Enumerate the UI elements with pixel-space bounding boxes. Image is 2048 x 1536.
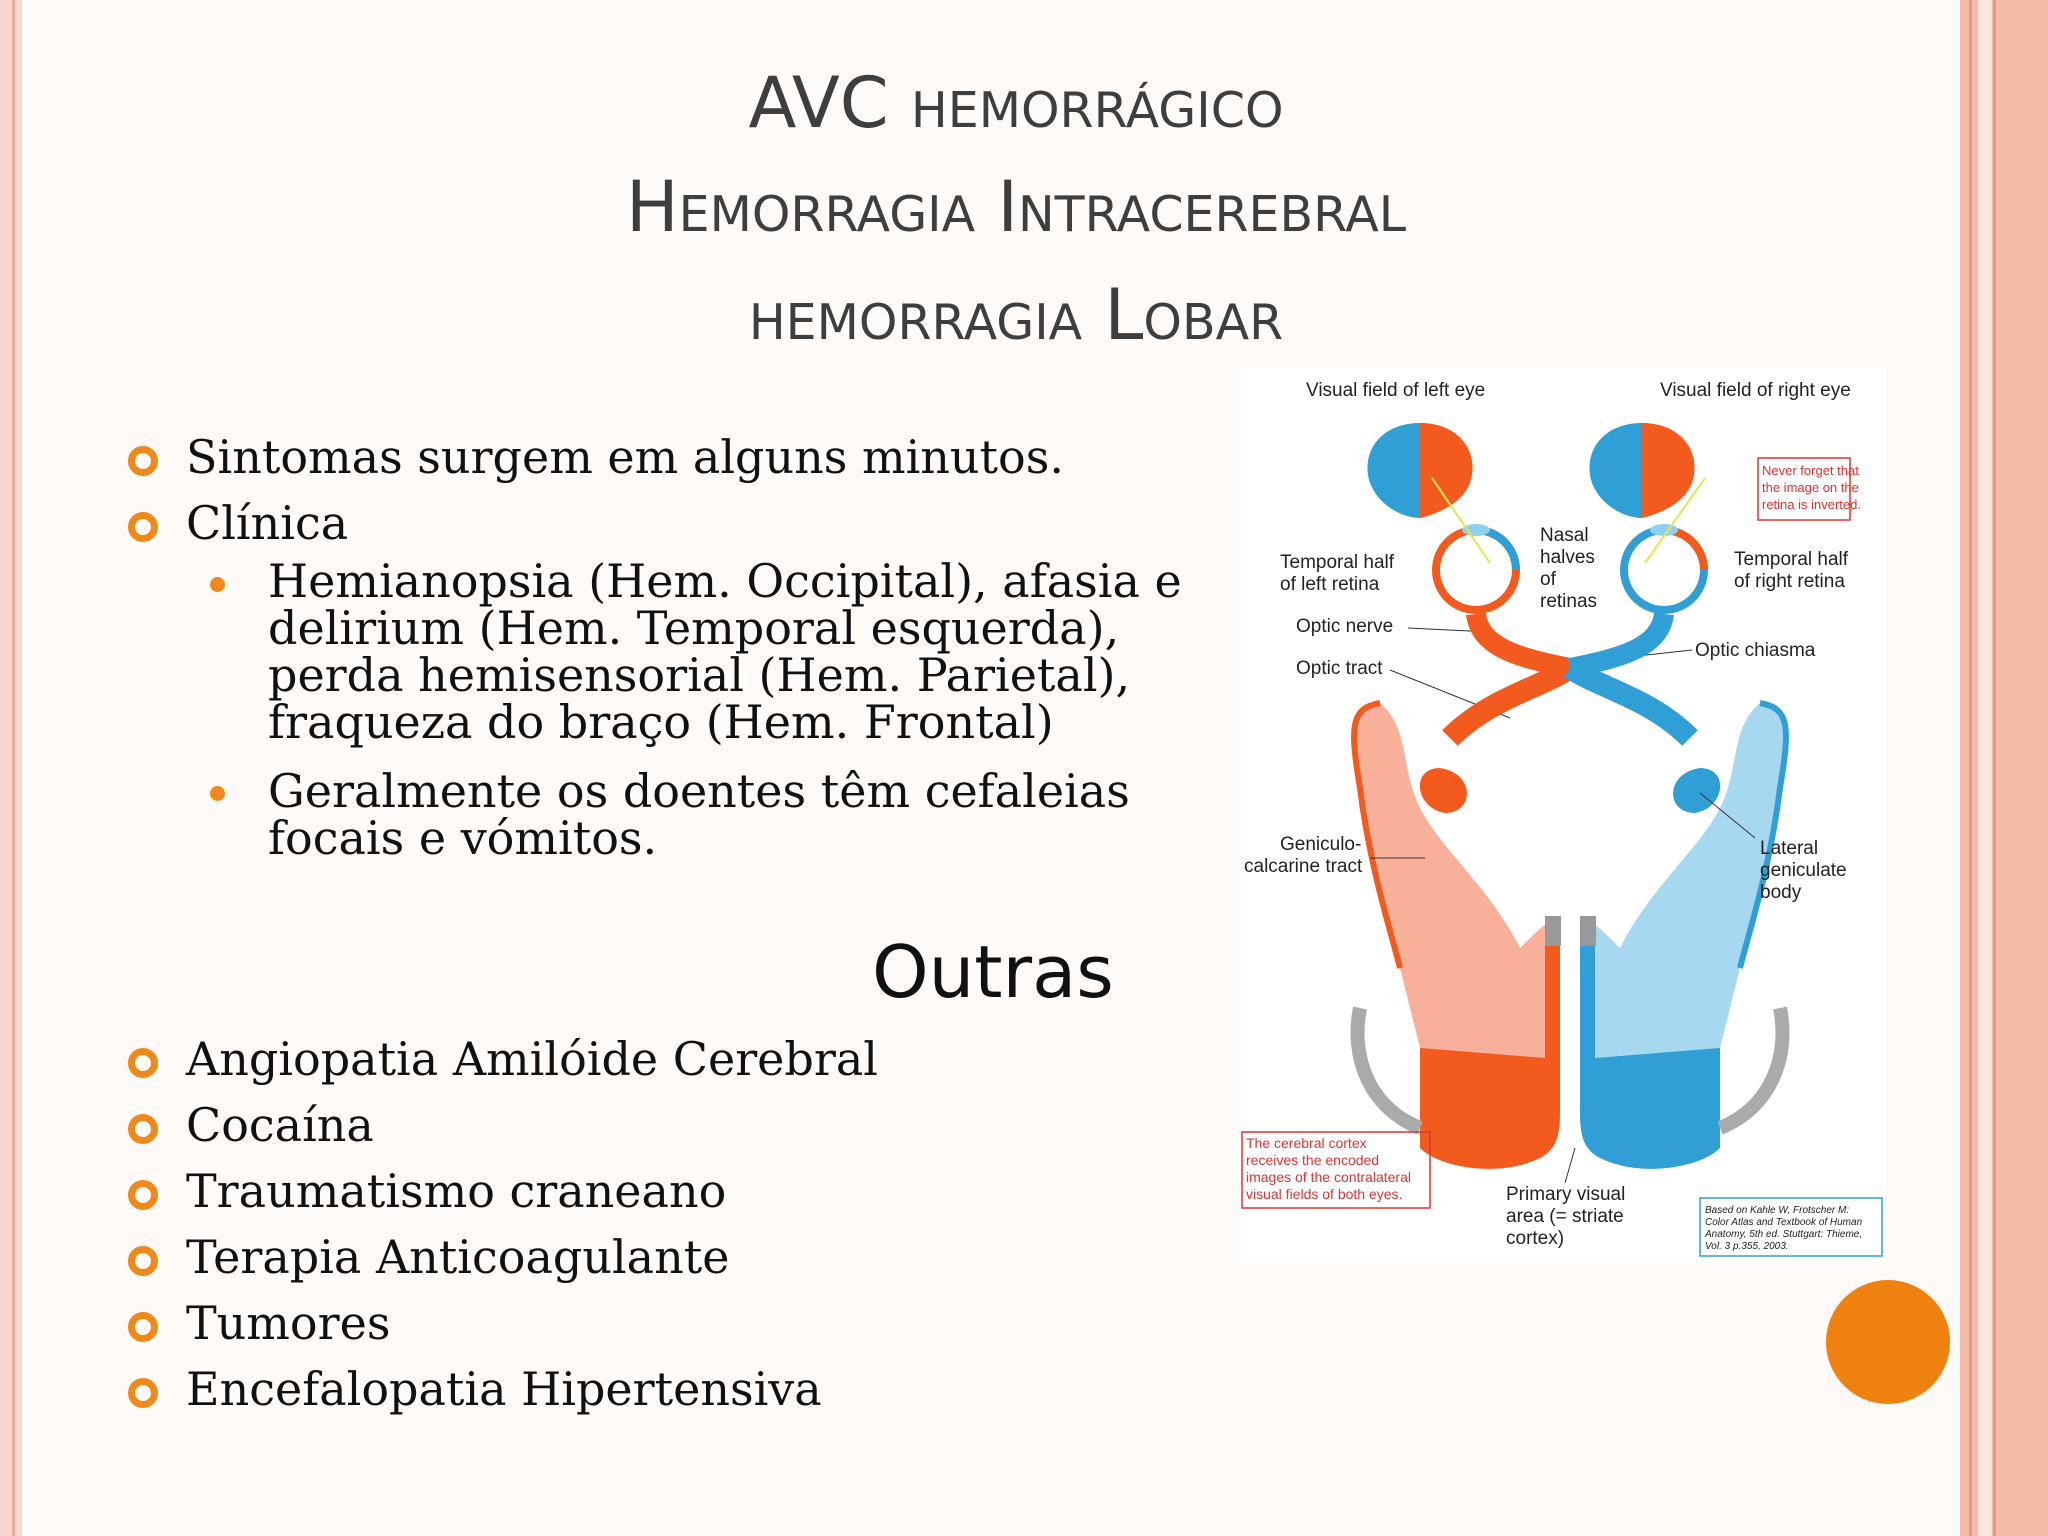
list-item: Terapia Anticoagulante	[186, 1230, 730, 1284]
note-line: The cerebral cortex	[1246, 1135, 1367, 1151]
title-line-2: Hemorragia Intracerebral	[625, 166, 1407, 248]
label-visual-field-left: Visual field of left eye	[1306, 380, 1486, 401]
text-line: focais e vómitos.	[268, 811, 658, 865]
text-line: perda hemisensorial (Hem. Parietal),	[268, 648, 1131, 702]
left-eye	[1432, 524, 1520, 614]
note-line: receives the encoded	[1246, 1152, 1380, 1168]
title-line-3: hemorragia Lobar	[748, 274, 1284, 356]
right-geniculo-tract	[1580, 703, 1786, 1058]
label-temporal-right: Temporal half	[1734, 549, 1849, 570]
sub-bullet-text	[268, 554, 1182, 749]
list-item: Encefalopatia Hipertensiva	[186, 1362, 822, 1416]
right-lgb	[1673, 768, 1720, 813]
label-nasal: retinas	[1540, 591, 1598, 612]
label-temporal-left: of left retina	[1280, 574, 1380, 595]
citation-line: Color Atlas and Textbook of Human	[1705, 1217, 1863, 1228]
left-optic-nerve	[1476, 614, 1570, 668]
citation-line: Anatomy, 5th ed. Stuttgart: Thieme,	[1705, 1229, 1863, 1240]
sub-bullet-text	[268, 764, 1130, 865]
list-item: Angiopatia Amilóide Cerebral	[186, 1032, 878, 1086]
note-line: Never forget that	[1762, 463, 1859, 478]
bullet-ring-icon	[128, 1180, 158, 1210]
list-item: Cocaína	[186, 1098, 374, 1152]
midline-grey	[1545, 916, 1561, 946]
visual-pathway-illustration	[1240, 368, 1886, 1263]
note-line: retina is inverted.	[1762, 497, 1861, 512]
bullet-ring-icon	[128, 446, 158, 476]
label-optic-nerve: Optic nerve	[1296, 616, 1394, 637]
note-line: the image on the	[1762, 480, 1859, 495]
label-lateral: body	[1760, 882, 1802, 903]
label-geniculo: calcarine tract	[1244, 856, 1363, 877]
citation-line: Based on Kahle W, Frotscher M:	[1705, 1205, 1850, 1216]
bullet-ring-icon	[128, 1114, 158, 1144]
list-item: Traumatismo craneano	[186, 1164, 727, 1218]
bullet-dot-icon	[210, 786, 225, 801]
label-optic-tract: Optic tract	[1296, 658, 1383, 679]
text-line: delirium (Hem. Temporal esquerda),	[268, 601, 1120, 655]
bullet-ring-icon	[128, 1048, 158, 1078]
left-cortex-grey	[1358, 1008, 1421, 1128]
label-primary: area (= striate	[1506, 1206, 1624, 1227]
citation-line: Vol. 3 p.355, 2003.	[1705, 1241, 1789, 1252]
bullet-text: Clínica	[186, 496, 349, 550]
right-visual-field	[1589, 423, 1694, 518]
label-nasal: halves	[1540, 547, 1595, 568]
text-line: fraqueza do braço (Hem. Frontal)	[268, 695, 1054, 749]
left-visual-field	[1367, 423, 1472, 518]
bullet-ring-icon	[128, 1312, 158, 1342]
text-line: Geralmente os doentes têm cefaleias	[268, 764, 1130, 818]
bullet-ring-icon	[128, 1378, 158, 1408]
text-line: Hemianopsia (Hem. Occipital), afasia e	[268, 554, 1182, 608]
label-primary: cortex)	[1506, 1228, 1565, 1249]
bullet-dot-icon	[210, 577, 225, 592]
label-optic-chiasma: Optic chiasma	[1695, 640, 1816, 661]
bullet-ring-icon	[128, 1246, 158, 1276]
midline-grey	[1580, 916, 1596, 946]
outras-heading: Outras	[872, 930, 1114, 1014]
label-geniculo: Geniculo-	[1280, 834, 1362, 855]
note-line: images of the contralateral	[1246, 1169, 1411, 1185]
label-lateral: Lateral	[1760, 838, 1819, 859]
bullet-ring-icon	[128, 512, 158, 542]
left-lgb	[1420, 768, 1467, 813]
label-nasal: Nasal	[1540, 525, 1589, 546]
visual-pathway-diagram	[1240, 368, 1886, 1263]
left-optic-tract	[1450, 668, 1570, 738]
list-item: Tumores	[186, 1296, 391, 1350]
label-nasal: of	[1540, 569, 1556, 590]
label-primary: Primary visual	[1506, 1184, 1626, 1205]
label-visual-field-right: Visual field of right eye	[1660, 380, 1851, 401]
title-line-1: AVC hemorrágico	[748, 62, 1284, 144]
left-geniculo-tract	[1354, 703, 1560, 1058]
bullet-text: Sintomas surgem em alguns minutos.	[186, 430, 1064, 484]
right-optic-tract	[1570, 668, 1690, 738]
label-temporal-left: Temporal half	[1280, 552, 1395, 573]
note-line: visual fields of both eyes.	[1246, 1186, 1403, 1202]
right-optic-nerve	[1570, 614, 1664, 668]
leader-line	[1565, 1148, 1575, 1183]
right-cortex-grey	[1720, 1008, 1783, 1128]
label-lateral: geniculate	[1760, 860, 1847, 881]
label-temporal-right: of right retina	[1734, 571, 1845, 592]
accent-circle	[1826, 1280, 1950, 1404]
